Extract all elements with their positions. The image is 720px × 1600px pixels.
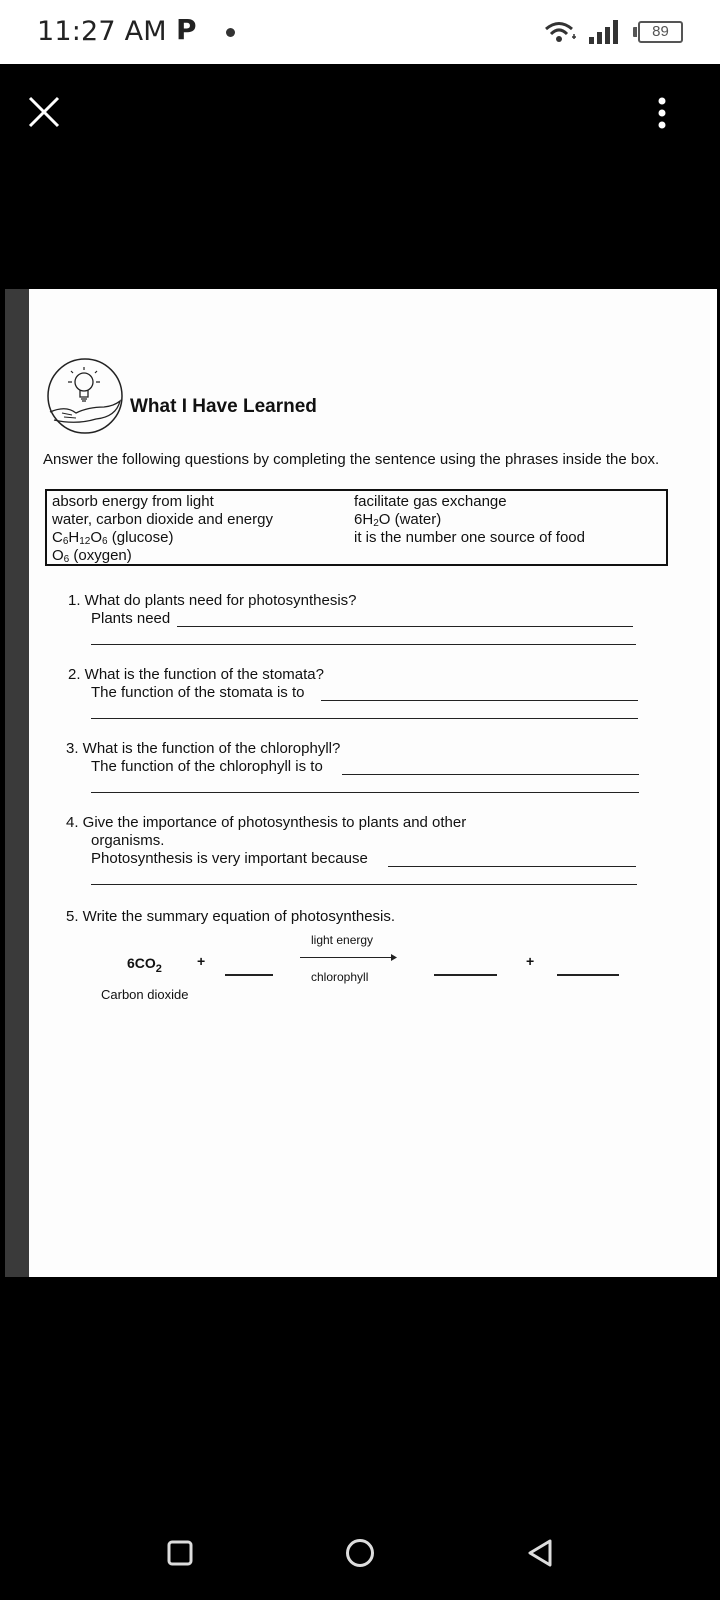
- reactant-formula: 6CO: [127, 955, 156, 971]
- lightbulb-hand-icon: [46, 357, 124, 435]
- battery-level: 89: [652, 23, 669, 40]
- formula-part: 6H: [354, 511, 374, 528]
- worksheet-page: [29, 289, 717, 1277]
- answer-line: [177, 626, 633, 627]
- instructions: Answer the following questions by completing the sentence using the phrases inside the box.: [43, 451, 660, 468]
- question-1: 1. What do plants need for photosynthesis?: [68, 592, 357, 609]
- signal-icon: [589, 19, 625, 45]
- more-vert-icon[interactable]: [650, 96, 674, 130]
- formula-sub: 6: [63, 554, 70, 565]
- recent-apps-icon[interactable]: [167, 1540, 193, 1566]
- app-notification-icon: P: [176, 13, 197, 46]
- worksheet-photo: [5, 289, 717, 1277]
- formula-part: O (water): [378, 511, 442, 528]
- battery-icon: [638, 21, 683, 43]
- question-2-prompt: The function of the stomata is to: [91, 684, 305, 701]
- plus-sign: +: [526, 953, 535, 969]
- phrase-item: water, carbon dioxide and energy: [52, 511, 273, 528]
- question-4: 4. Give the importance of photosynthesis to plants and other: [66, 814, 467, 831]
- formula-sub: 6: [62, 536, 69, 547]
- formula-part: (oxygen): [69, 547, 132, 564]
- formula-sub: 2: [373, 518, 379, 529]
- status-time: 11:27 AM: [37, 16, 167, 47]
- battery-cap: [633, 27, 637, 37]
- reactant-label: Carbon dioxide: [101, 987, 189, 1002]
- wifi-icon: [544, 20, 578, 44]
- question-5: 5. Write the summary equation of photosynthesis.: [66, 908, 396, 925]
- answer-line: [388, 866, 636, 867]
- photo-edge: [5, 289, 29, 1277]
- question-3-prompt: The function of the chlorophyll is to: [91, 758, 323, 775]
- navigation-bar: [0, 1500, 720, 1600]
- home-icon[interactable]: [345, 1538, 375, 1568]
- formula-part: O: [52, 547, 64, 564]
- arrow-top-label: light energy: [311, 933, 374, 947]
- formula-sub: 12: [79, 536, 91, 547]
- question-1-prompt: Plants need: [91, 610, 171, 627]
- answer-line: [91, 884, 637, 885]
- answer-line: [91, 718, 638, 719]
- status-bar: [0, 0, 720, 64]
- answer-line: [321, 700, 638, 701]
- question-4-prompt: Photosynthesis is very important because: [91, 850, 368, 867]
- blank-line: [225, 974, 273, 976]
- arrow-bottom-label: chlorophyll: [311, 970, 369, 984]
- formula-part: O: [90, 529, 103, 546]
- phrase-item: it is the number one source of food: [354, 529, 585, 546]
- formula-sub: 6: [102, 536, 108, 547]
- answer-line: [91, 644, 636, 645]
- answer-line: [91, 792, 639, 793]
- answer-line: [342, 774, 639, 775]
- reactant-subscript: 2: [155, 963, 162, 975]
- close-icon[interactable]: [27, 95, 61, 129]
- blank-line: [557, 974, 619, 976]
- formula-part: C: [52, 529, 63, 546]
- formula-part: (glucose): [107, 529, 174, 546]
- phrase-item: [52, 547, 132, 569]
- phrase-box: [45, 489, 668, 566]
- back-icon[interactable]: [526, 1538, 554, 1568]
- phrase-item: facilitate gas exchange: [354, 493, 507, 510]
- question-4-cont: organisms.: [91, 832, 165, 849]
- notification-dot: [226, 28, 235, 37]
- arrow-head-icon: [391, 954, 397, 961]
- formula-part: H: [68, 529, 80, 546]
- phrase-item: absorb energy from light: [52, 493, 214, 510]
- section-title: What I Have Learned: [130, 396, 317, 417]
- question-2: 2. What is the function of the stomata?: [68, 666, 324, 683]
- reaction-arrow: [300, 957, 394, 958]
- plus-sign: +: [197, 953, 206, 969]
- blank-line: [434, 974, 497, 976]
- equation-reactant: [127, 955, 162, 975]
- question-3: 3. What is the function of the chlorophyll?: [66, 740, 341, 757]
